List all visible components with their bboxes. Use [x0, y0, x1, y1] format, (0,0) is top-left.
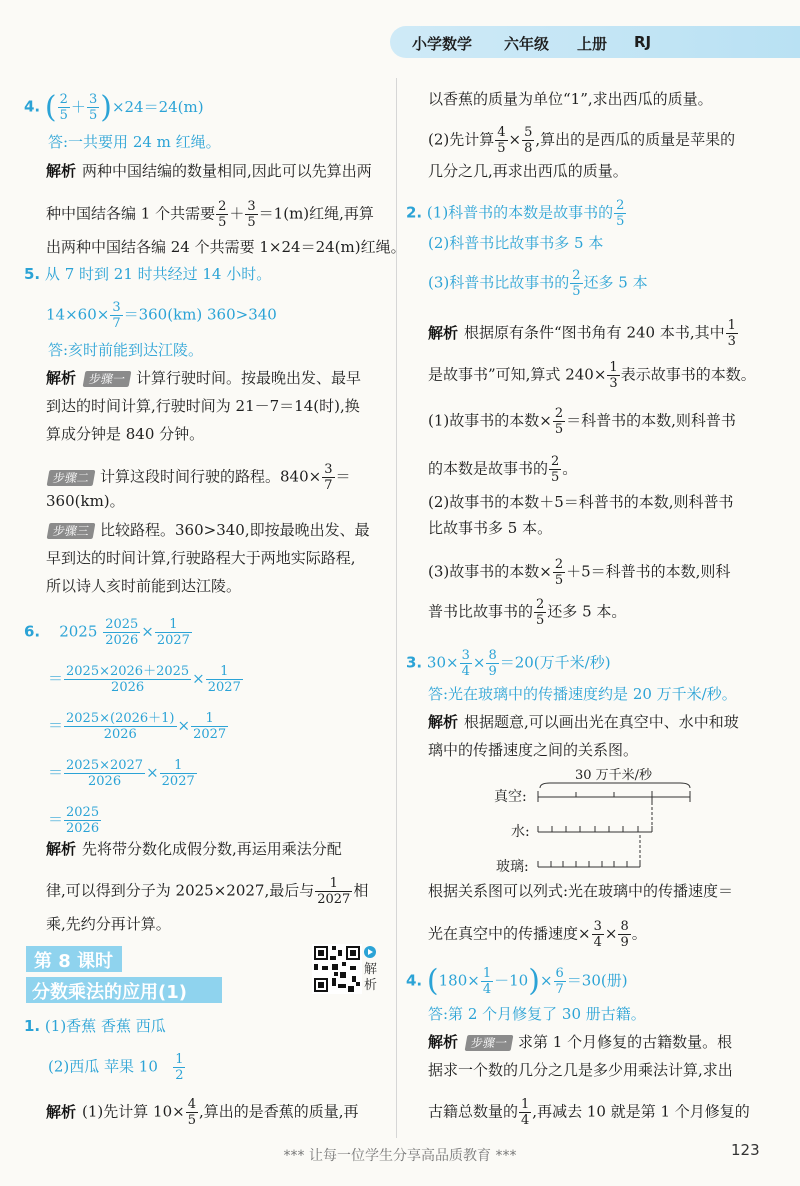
fraction: $\frac{1}{2027}$ — [317, 876, 351, 907]
left-q6-line1: 6. 2025 $\frac{2025}{2026}$ × $\frac{1}{2027}$ — [24, 617, 190, 648]
fraction: $\frac{3}{5}$ — [247, 199, 256, 230]
fraction: $\frac{3}{5}$ — [88, 92, 98, 123]
fraction: $\frac{2}{5}$ — [616, 198, 625, 229]
left-l1-a2: (2)西瓜 苹果 10 $\frac{1}{2}$ — [48, 1052, 184, 1083]
fraction: $\frac{2}{5}$ — [551, 454, 560, 485]
fraction: $\frac{2025\times 2027}{2026}$ — [66, 758, 144, 789]
header-subject: 小学数学 — [412, 35, 473, 53]
fraction: $\frac{4}{5}$ — [497, 125, 506, 156]
left-q4-exp-1: 解析 两种中国结编的数量相同,因此可以先算出两 — [46, 162, 372, 180]
diagram-bars — [530, 780, 700, 880]
lesson-title: 分数乘法的应用(1) — [32, 982, 187, 1003]
qr-code[interactable] — [312, 944, 362, 994]
right-q3-e4: 光在真空中的传播速度× $\frac{3}{4}$ × $\frac{8}{9}$ 。 — [428, 919, 647, 950]
lesson-title-box — [26, 977, 222, 1003]
left-q6-exp-1: 解析 先将带分数化成假分数,再运用乘法分配 — [46, 840, 342, 858]
left-q6-exp-3: 乘,先约分再计算。 — [46, 915, 171, 933]
fraction: $\frac{1}{3}$ — [727, 318, 736, 349]
right-c2: (2)先计算 $\frac{4}{5}$ × $\frac{5}{8}$ ,算出的是西瓜的质量是苹果的 — [428, 125, 736, 156]
fraction: $\frac{1}{2027}$ — [207, 664, 241, 695]
step-badge: 步骤三 — [47, 523, 96, 539]
right-q2-a3: (3)科普书比故事书的 $\frac{2}{5}$ 还多 5 本 — [428, 268, 648, 299]
page-header-band — [390, 26, 800, 58]
step-badge: 步骤二 — [47, 470, 96, 486]
left-q5-calc: 14×60× $\frac{3}{7}$ ＝360(km) 360>340 — [46, 300, 277, 331]
right-q3-answer: 答:光在玻璃中的传播速度约是 20 万千米/秒。 — [428, 685, 737, 703]
play-icon[interactable] — [364, 946, 376, 958]
fraction: $\frac{1}{2027}$ — [161, 758, 195, 789]
right-q2-a2: (2)科普书比故事书多 5 本 — [428, 234, 604, 252]
right-q2-e5: (2)故事书的本数＋5＝科普书的本数,则科普书 — [428, 493, 734, 511]
right-q4-formula: 4. (180× $\frac{1}{4}$ －10)× $\frac{6}{7}$ ＝30(册) — [406, 963, 628, 999]
diagram-vacuum-label: 真空: — [494, 789, 527, 805]
left-q4-answer: 答:一共要用 24 m 红绳。 — [48, 133, 221, 151]
left-q5-s1b: 到达的时间计算,行驶时间为 21－7＝14(时),换 — [46, 397, 360, 415]
page-number: 123 — [731, 1141, 760, 1159]
right-c3: 几分之几,再求出西瓜的质量。 — [428, 162, 628, 180]
left-q5-step2: 步骤二 计算这段时间行驶的路程。840× $\frac{3}{7}$ ＝ — [46, 462, 351, 493]
fraction: $\frac{8}{9}$ — [620, 919, 629, 950]
fraction: $\frac{3}{7}$ — [324, 462, 333, 493]
right-q4-answer: 答:第 2 个月修复了 30 册古籍。 — [428, 1005, 646, 1023]
left-q6-line2: ＝ $\frac{2025\times 2026+2025}{2026}$ × $\frac{1}{2027}$ — [48, 664, 241, 695]
fraction: $\frac{1}{3}$ — [609, 360, 618, 391]
fraction: $\frac{2}{5}$ — [536, 597, 545, 628]
left-q4-formula: 4. ( $\frac{2}{5}$ ＋ $\frac{3}{5}$ )×24＝24(m) — [24, 89, 204, 125]
right-q4-e3: 古籍总数量的 $\frac{1}{4}$ ,再减去 10 就是第 1 个月修复的 — [428, 1097, 750, 1128]
fraction: $\frac{2}{5}$ — [59, 92, 68, 123]
fraction: $\frac{2025\times 2026+2025}{2026}$ — [66, 664, 190, 695]
fraction: $\frac{3}{4}$ — [461, 648, 470, 679]
diagram-water-label: 水: — [511, 824, 530, 840]
left-q6-line5: ＝ $\frac{2025}{2026}$ — [48, 805, 100, 836]
left-q4-exp-3: 出两种中国结各编 24 个共需要 1×24＝24(m)红绳。 — [46, 238, 406, 256]
page-footer: *** 让每一位学生分享高品质教育 *** — [283, 1148, 517, 1164]
right-q2-e4: 的本数是故事书的 $\frac{2}{5}$ 。 — [428, 454, 578, 485]
fraction: $\frac{4}{5}$ — [187, 1097, 196, 1128]
left-q5-step3: 步骤三 比较路程。360>340,即按最晚出发、最 — [46, 520, 370, 540]
right-q2-e8: 普书比故事书的 $\frac{2}{5}$ 还多 5 本。 — [428, 597, 627, 628]
fraction: $\frac{2025\times(2026+1)}{2026}$ — [66, 711, 175, 742]
right-q2-e2: 是故事书”可知,算式 240× $\frac{1}{3}$ 表示故事书的本数。 — [428, 360, 756, 391]
fraction: $\frac{2025}{2026}$ — [66, 805, 100, 836]
fraction: $\frac{3}{4}$ — [593, 919, 602, 950]
left-q6-line3: ＝ $\frac{2025\times(2026+1)}{2026}$ × $\frac{1}{2027}$ — [48, 711, 227, 742]
left-q5-s3c: 所以诗人亥时前能到达江陵。 — [46, 577, 242, 595]
right-q4-e1: 解析 步骤一 求第 1 个月修复的古籍数量。根 — [428, 1033, 733, 1051]
right-q2-e1: 解析 根据原有条件“图书角有 240 本书,其中 $\frac{1}{3}$ — [428, 318, 736, 349]
diagram-glass-label: 玻璃: — [496, 859, 529, 875]
left-q6-line4: ＝ $\frac{2025\times 2027}{2026}$ × $\frac{1}{2027}$ — [48, 758, 195, 789]
fraction: $\frac{6}{7}$ — [555, 966, 564, 997]
step-badge: 步骤一 — [83, 371, 132, 387]
right-q2-e6: 比故事书多 5 本。 — [428, 519, 553, 537]
right-c1: 以香蕉的质量为单位“1”,求出西瓜的质量。 — [428, 90, 713, 108]
fraction: $\frac{1}{2}$ — [175, 1052, 184, 1083]
right-q2-a1: 2. (1)科普书的本数是故事书的 $\frac{2}{5}$ — [406, 198, 625, 229]
fraction: $\frac{1}{2027}$ — [156, 617, 190, 648]
right-q2-e3: (1)故事书的本数× $\frac{2}{5}$ ＝科普书的本数,则科普书 — [428, 406, 736, 437]
fraction: $\frac{1}{4}$ — [521, 1097, 530, 1128]
right-q3-formula: 3. 30× $\frac{3}{4}$ × $\frac{8}{9}$ ＝20(万千米/秒) — [406, 648, 611, 679]
header-edition: RJ — [634, 33, 652, 51]
fraction: $\frac{2}{5}$ — [572, 268, 581, 299]
fraction: $\frac{5}{8}$ — [524, 125, 533, 156]
left-q6-exp-2: 律,可以得到分子为 2025×2027,最后与 $\frac{1}{2027}$ 相 — [46, 876, 369, 907]
left-q5-s1c: 算成分钟是 840 分钟。 — [46, 425, 205, 443]
left-l1-a1: 1. (1)香蕉 香蕉 西瓜 — [24, 1017, 166, 1035]
diagram-top-label: 30 万千米/秒 — [575, 768, 653, 783]
lesson-number-box — [26, 946, 122, 972]
fraction: $\frac{1}{2027}$ — [193, 711, 227, 742]
step-badge: 步骤一 — [465, 1035, 514, 1051]
qr-label: 解析 — [364, 962, 378, 993]
right-q4-e2: 据求一个数的几分之几是多少用乘法计算,求出 — [428, 1061, 733, 1079]
fraction: $\frac{2}{5}$ — [554, 557, 564, 588]
fraction: $\frac{1}{4}$ — [482, 966, 492, 997]
fraction: $\frac{3}{7}$ — [112, 300, 121, 331]
lesson-number: 第 8 课时 — [34, 951, 114, 972]
right-q3-e2: 璃中的传播速度之间的关系图。 — [428, 741, 639, 759]
right-q3-e1: 解析 根据题意,可以画出光在真空中、水中和玻 — [428, 713, 739, 731]
left-l1-exp: 解析 (1)先计算 10× $\frac{4}{5}$ ,算出的是香蕉的质量,再 — [46, 1097, 359, 1128]
header-volume: 上册 — [577, 35, 608, 53]
fraction: $\frac{2}{5}$ — [554, 406, 564, 437]
left-q5-line1: 5. 从 7 时到 21 时共经过 14 小时。 — [24, 265, 272, 283]
left-q5-s2b: 360(km)。 — [46, 492, 125, 510]
fraction: $\frac{2}{5}$ — [218, 199, 227, 230]
left-q4-exp-2: 种中国结各编 1 个共需要 $\frac{2}{5}$ ＋ $\frac{3}{5}$ ＝1(m)红绳,再算 — [46, 199, 374, 230]
left-q5-answer: 答:亥时前能到达江陵。 — [48, 341, 204, 359]
fraction: $\frac{8}{9}$ — [488, 648, 497, 679]
right-q3-e3: 根据关系图可以列式:光在玻璃中的传播速度＝ — [428, 882, 734, 900]
left-q5-step1: 解析 步骤一 计算行驶时间。按最晚出发、最早 — [46, 369, 362, 387]
fraction: $\frac{2025}{2026}$ — [105, 617, 139, 648]
header-grade: 六年级 — [504, 35, 550, 53]
right-q2-e7: (3)故事书的本数× $\frac{2}{5}$ ＋5＝科普书的本数,则科 — [428, 557, 731, 588]
left-q5-s3b: 早到达的时间计算,行驶路程大于两地实际路程, — [46, 549, 356, 567]
